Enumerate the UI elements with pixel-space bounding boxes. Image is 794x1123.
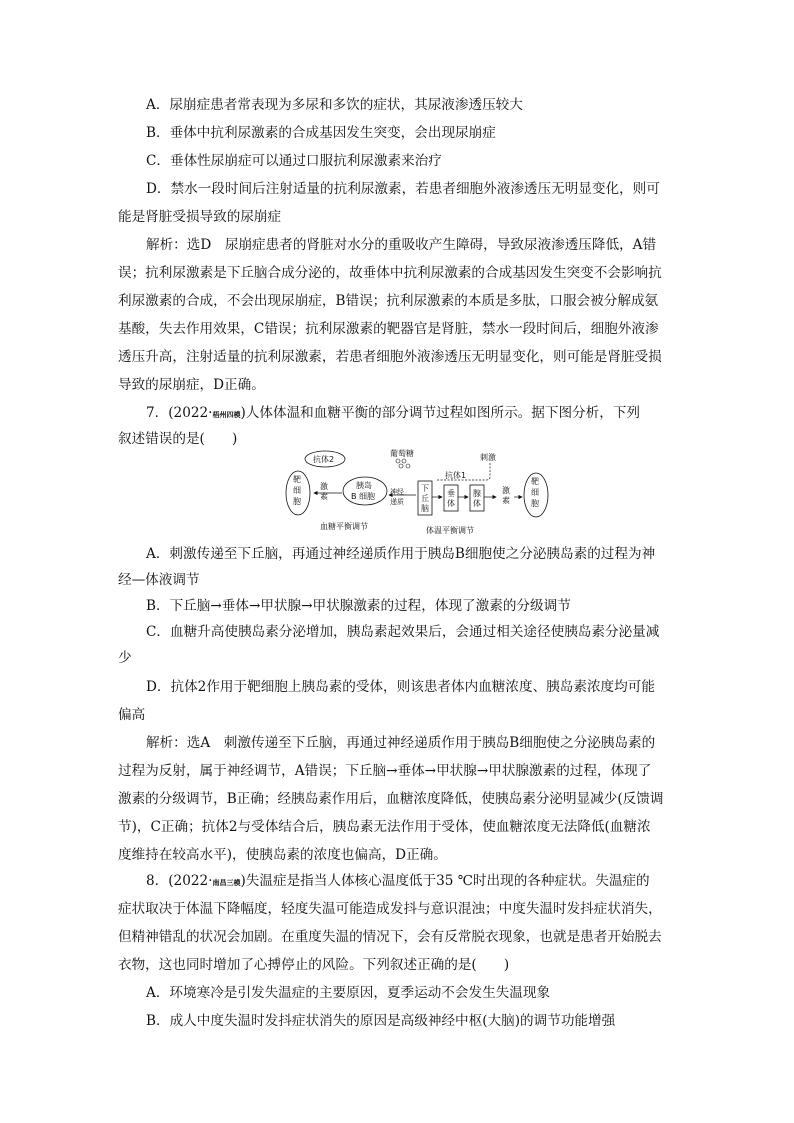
q6-analysis-line: 导致的尿崩症，D正确。: [118, 377, 265, 393]
regulation-diagram: [280, 447, 560, 547]
q7-option-b: B．下丘脑→垂体→甲状腺→甲状腺激素的过程，体现了激素的分级调节: [146, 598, 571, 614]
q7-analysis-line: 节)，C正确；抗体2与受体结合后，胰岛素无法作用于受体，使血糖浓度无法降低(血糖浓: [118, 819, 651, 835]
glucose-label: 葡萄糖: [390, 449, 414, 458]
glucose-dots-icon: [396, 459, 410, 468]
q6-option-c: C．垂体性尿崩症可以通过口服抗利尿激素来治疗: [146, 153, 442, 169]
gland-2: 体: [473, 499, 481, 508]
q6-option-d-cont: 能是肾脏受损导致的尿崩症: [118, 209, 282, 225]
hypothalamus-1: 下: [421, 484, 429, 493]
hormone-left-2: 素: [320, 492, 328, 501]
q7-year: (2022·: [168, 405, 213, 421]
target-left-1: 靶: [293, 475, 301, 484]
q7-option-a-cont: 经—体液调节: [118, 572, 200, 588]
q8-stem-line: 但精神错乱的状况会加剧。在重度失温的情况下，会有反常脱衣现象，也就是患者开始脱去: [118, 929, 662, 945]
q6-analysis-line: 透压升高，注射适量的抗利尿激素，若患者细胞外液渗透压无明显变化，则可能是肾脏受损: [118, 349, 662, 365]
q7-analysis-line: 解析：选A 刺激传递至下丘脑，再通过神经递质作用于胰岛B细胞使之分泌胰岛素的: [146, 735, 656, 751]
temperature-regulation-label: 体温平衡调节: [426, 526, 474, 535]
q8-year: (2022·: [168, 873, 213, 889]
q6-analysis-line: 解析：选D 尿崩症患者的肾脏对水分的重吸收产生障碍，导致尿液渗透压降低，A错: [146, 237, 657, 253]
q8-stem-text: )失温症是指当人体核心温度低于35 ℃时出现的各种症状。失温症的: [240, 873, 650, 889]
q6-analysis-line: 基酸，失去作用效果，C错误；抗利尿激素的靶器官是肾脏，禁水一段时间后，细胞外液渗: [118, 321, 659, 337]
q7-option-c-cont: 少: [118, 650, 132, 666]
q7-analysis-line: 度维持在较高水平)，使胰岛素的浓度也偏高，D正确。: [118, 847, 447, 863]
q8-stem: [146, 872, 650, 892]
hormone-left-1: 激: [320, 482, 328, 491]
neurotransmitter-2: 递质: [390, 498, 404, 506]
q8-stem-line: 衣物，这也同时增加了心搏停止的风险。下列叙述正确的是( ): [118, 957, 510, 973]
antibody2-label: 抗体2: [313, 455, 335, 464]
target-left-2: 细: [293, 486, 301, 495]
islet-label-2: B 细胞: [351, 492, 376, 501]
q7-number: 7．: [146, 405, 169, 421]
glucose-regulation-label: 血糖平衡调节: [320, 522, 368, 531]
pituitary-1: 垂: [447, 489, 455, 498]
target-right-1: 靶: [531, 477, 539, 486]
antibody2-ellipse: [305, 451, 345, 467]
islet-label-1: 胰岛: [356, 481, 372, 490]
q7-stem-line2: 叙述错误的是( ): [118, 431, 238, 447]
q8-option-a: A．环境寒冷是引发失温症的主要原因，夏季运动不会发生失温现象: [146, 985, 551, 1001]
q7-stem-text: )人体体温和血糖平衡的部分调节过程如图所示。据下图分析，下列: [240, 405, 641, 421]
q7-option-c: C．血糖升高使胰岛素分泌增加，胰岛素起效果后，会通过相关途径使胰岛素分泌量减: [146, 624, 660, 640]
neurotransmitter-1: 神经: [390, 488, 404, 496]
antibody1-label: 抗体1: [445, 471, 467, 480]
target-right-3: 胞: [531, 499, 539, 508]
hormone-right-1: 激: [502, 486, 510, 495]
hypothalamus-3: 脑: [421, 504, 429, 513]
q7-analysis-line: 过程为反射，属于神经调节，A错误；下丘脑→垂体→甲状腺→甲状腺激素的过程，体现了: [118, 763, 652, 779]
q7-option-d: D．抗体2作用于靶细胞上胰岛素的受体，则该患者体内血糖浓度、胰岛素浓度均可能: [146, 679, 655, 695]
hormone-right-2: 素: [502, 496, 510, 505]
target-right-2: 细: [531, 488, 539, 497]
q7-option-a: A．刺激传递至下丘脑，再通过神经递质作用于胰岛B细胞使之分泌胰岛素的过程为神: [146, 546, 656, 562]
q7-stem: [146, 404, 640, 424]
q7-analysis-line: 激素的分级调节，B正确；经胰岛素作用后，血糖浓度降低，使胰岛素分泌明显减少(反馈调: [118, 791, 664, 807]
gland-1: 腺: [473, 489, 481, 498]
q8-number: 8．: [146, 873, 169, 889]
target-left-3: 胞: [293, 497, 301, 506]
q8-option-b: B．成人中度失温时发抖症状消失的原因是高级神经中枢(大脑)的调节功能增强: [146, 1013, 616, 1029]
q6-option-d: D．禁水一段时间后注射适量的抗利尿激素，若患者细胞外液渗透压无明显变化，则可: [146, 181, 660, 197]
stimulus-label: 刺激: [480, 453, 496, 462]
pituitary-2: 体: [447, 499, 455, 508]
q6-analysis-line: 误；抗利尿激素是下丘脑合成分泌的，故垂体中抗利尿激素的合成基因发生突变不会影响抗: [118, 265, 662, 281]
q6-option-b: B．垂体中抗利尿激素的合成基因发生突变，会出现尿崩症: [146, 125, 496, 141]
hypothalamus-2: 丘: [421, 494, 429, 503]
q7-source: 梧州四模: [212, 410, 241, 419]
q6-option-a: A．尿崩症患者常表现为多尿和多饮的症状，其尿液渗透压较大: [146, 97, 523, 113]
q8-stem-line: 症状取决于体温下降幅度，轻度失温可能造成发抖与意识混浊；中度失温时发抖症状消失，: [118, 901, 662, 917]
q7-option-d-cont: 偏高: [118, 707, 146, 723]
q6-analysis-line: 利尿激素的合成，不会出现尿崩症，B错误；抗利尿激素的本质是多肽，口服会被分解成氨: [118, 293, 659, 309]
q8-source: 南昌三模: [212, 878, 241, 887]
